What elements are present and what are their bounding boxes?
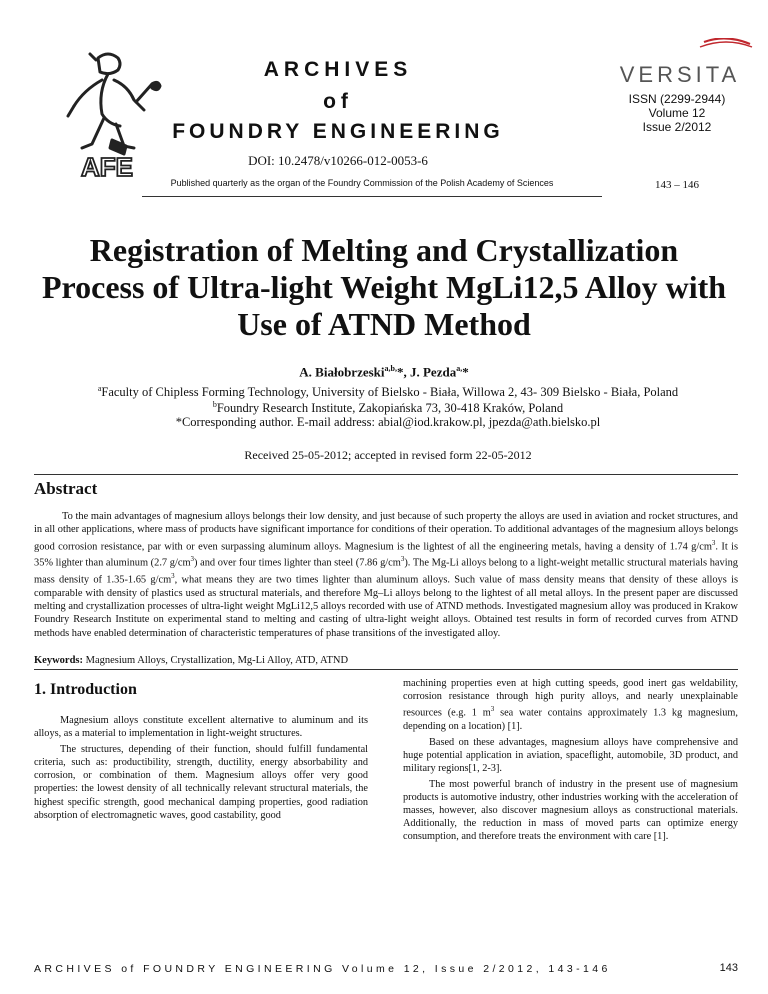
issn: ISSN (2299-2944) — [628, 92, 726, 106]
article-title: Registration of Melting and Crystallization Process of Ultra-light Weight MgLi12,5 Alloy with Use of ATND Method — [41, 232, 727, 342]
abstract-divider — [34, 474, 738, 475]
abstract-heading: Abstract — [34, 479, 98, 498]
publication-note: Published quarterly as the organ of the Foundry Commission of the Polish Academy of Sciences — [170, 178, 554, 188]
abstract-text: To the main advantages of magnesium alloys belongs their low density, and just because of such property the alloys are used in aviation and rocket structures, and in all other applications, where mass of products have significant importance for conditions of their operation. To additional advantages of the magnesium alloys belongs good corrosion resistance, par with or even surpassing aluminum alloys. Magnesium is the lightest of all the engineering metals, having a density of 1.74 $g/cm^3$. It is 35% lighter than aluminum (2.7 $g/cm^3$) and over four times lighter than steel (7.86 $g/cm^3$). The Mg-Li alloys belong to a light-weight metallic structural materials having mass density of 1.35-1.65 $g/cm^3$, what means they are two times lighter than aluminum alloys. Such value of mass density means that density of these alloys is comparable with density of plastics used as structural materials, and therefore Mg–Li alloys belong to the lightest of all metal alloys. In the present paper are discussed melting and crystallization processes of ultra-light weight MgLi12,5 alloys recorded with use of ATND methods. Investigated magnesium alloy was produced in Krakow Foundry Research Institute on experimental stand to melting and casting of ultra-light weight alloys. Obtained test results in form of recorded curves from ATND methods have enabled determination of characteristic temperatures of phase transitions of the investigated alloy. — [34, 511, 738, 639]
header-divider — [142, 196, 602, 197]
volume: Volume 12 — [648, 106, 706, 120]
author-1: A. Białobrzeski — [299, 364, 385, 380]
footer-journal-info: ARCHIVES of FOUNDRY ENGINEERING Volume 12, Issue 2/2012, 143-146 — [34, 963, 611, 975]
journal-name-line2: of — [323, 90, 353, 113]
issue: Issue 2/2012 — [642, 120, 712, 134]
journal-name-line3: FOUNDRY ENGINEERING — [172, 120, 504, 143]
keywords-divider — [34, 669, 738, 670]
left-column — [34, 714, 368, 825]
paragraph: Magnesium alloys constitute excellent alternative to aluminum and its alloys, as a material to implementation in light-weight structures. — [34, 715, 368, 740]
afe-logo-text: AFE — [81, 152, 133, 182]
page-number: 143 — [719, 962, 738, 974]
right-column — [403, 677, 738, 847]
affiliation-a: $^a$Faculty of Chipless Forming Technology, University of Bielsko - Biała, Willowa 2, 43- 309 Bielsko - Biała, Poland — [97, 384, 679, 400]
versita-logo-text: VERSITA — [619, 62, 741, 86]
keywords-label: Keywords: — [34, 655, 83, 666]
paragraph: machining properties even at high cutting speeds, good inert gas weldability, corrosion resistance through high purity alloys, and nearly unexplainable resources (e.g. 1 $m^3$ sea water contains approximately 1.3 kg magnesium, depending on a location) [1]. — [403, 678, 738, 732]
keywords-list: Magnesium Alloys, Crystallization, Mg-Li Alloy, ATD, ATND — [85, 655, 349, 666]
corresponding-author: *Corresponding author. E-mail address: abial@iod.krakow.pl, jpezda@ath.bielsko.pl — [175, 415, 601, 429]
authors: A. Białobrzeski$^{a,b,}$*, J. Pezda$^{a,}$* — [299, 364, 469, 380]
paragraph: Based on these advantages, magnesium alloys have comprehensive and huge potential application in aviation, spaceflight, automobile, 3D product, and military regions[1, 2-3]. — [403, 736, 738, 774]
paragraph: The structures, depending of their function, should fulfill fundamental criteria, such as: productibility, strength, ductility, energy absorbability and corrosion, or combination of them. Magnesium alloys offer very good properties: the lowest density of all technically relevant structural materials, the highest specific strength, good mechanical damping properties, good radiation absorption of electromagnetic waves, good castability, good — [34, 744, 368, 821]
affiliation-b: $^b$Foundry Research Institute, Zakopiańska 73, 30-418 Kraków, Poland — [212, 400, 564, 416]
received-date: Received 25-05-2012; accepted in revised form 22-05-2012 — [244, 448, 532, 462]
paragraph: The most powerful branch of industry in the present use of magnesium products is automotive industry, other industries working with the acceleration of masses, however, also discover magnesium alloys as constructional materials. Additionally, the reduction in mass of moved parts can optimize energy consumption, and therefore treats the environment with care [1]. — [403, 779, 738, 843]
keywords — [34, 655, 738, 666]
doi: DOI: 10.2478/v10266-012-0053-6 — [248, 153, 428, 168]
journal-name-line1: ARCHIVES — [263, 58, 413, 81]
page-range: 143 – 146 — [655, 179, 699, 191]
author-2: *, J. Pezda — [396, 364, 457, 380]
afe-logo — [52, 40, 162, 182]
issn-block — [597, 92, 757, 134]
section-heading-introduction: 1. Introduction — [34, 681, 137, 698]
